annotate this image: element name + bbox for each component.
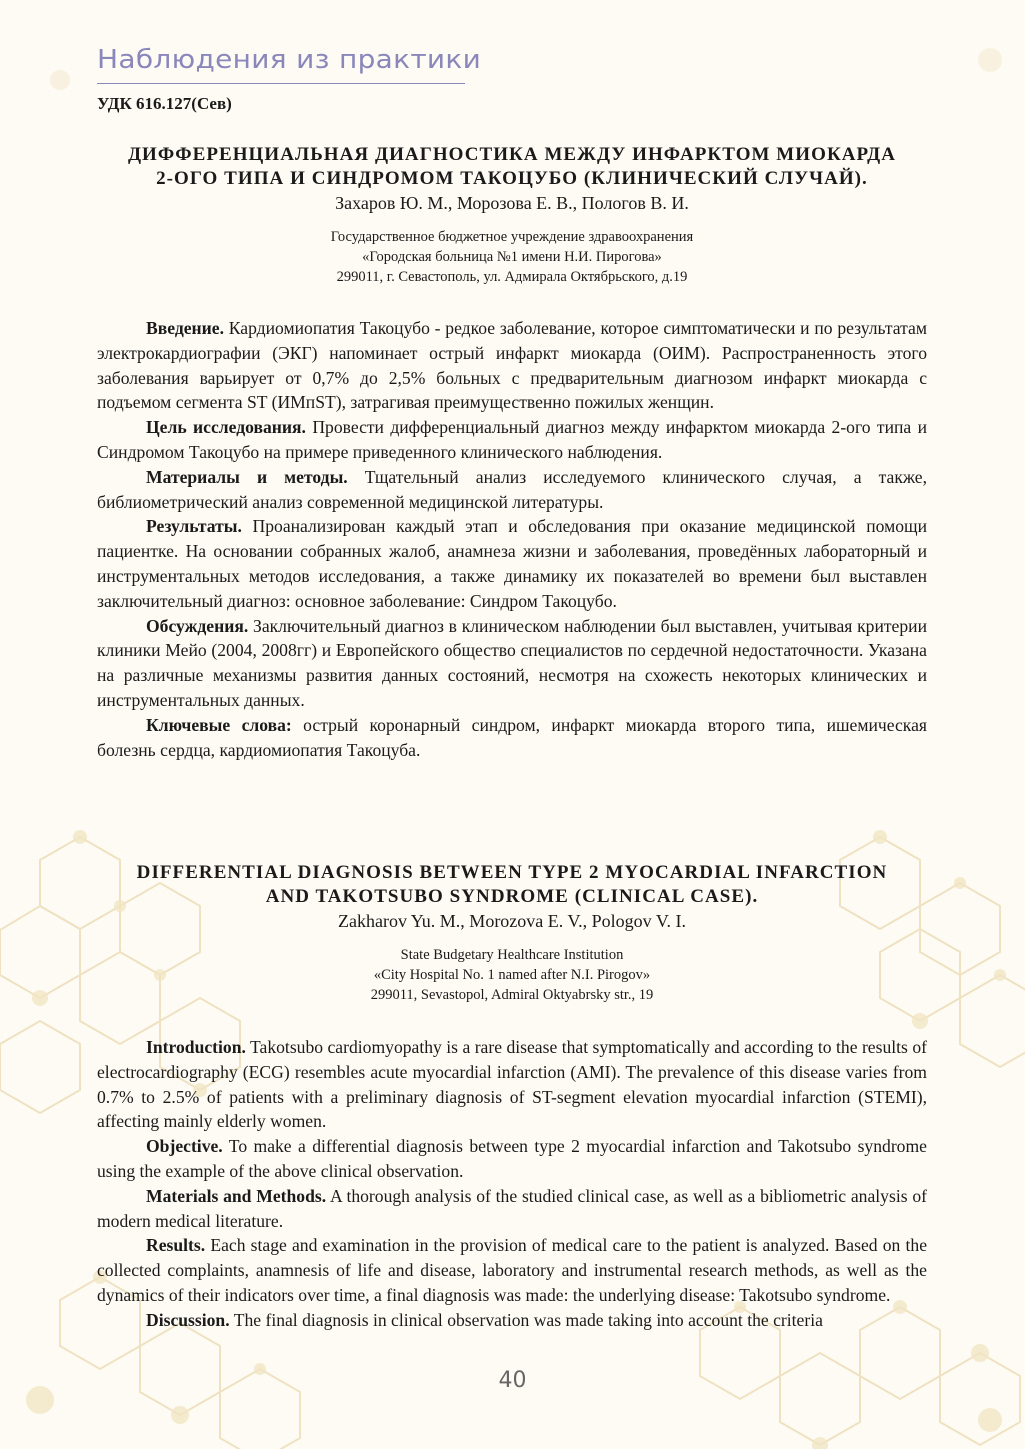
en-section-text: To make a differential diagnosis between type 2 myocardial infarction and Takotsubo syndrome using the example of the above clinical observation. [97, 1136, 927, 1181]
en-section-text: Takotsubo cardiomyopathy is a rare disease that symptomatically and according to the results of electrocardiography (ECG) resembles acute myocardial infarction (AMI). The prevalence of this disease varies from 0.7% to 2.5% of patients with a preliminary diagnosis of ST-segment elevation myocardial infarction (STEMI), affecting mainly elderly women. [97, 1037, 927, 1132]
en-title-line-2: AND TAKOTSUBO SYNDROME (CLINICAL CASE). [265, 886, 759, 907]
en-article-header [97, 861, 927, 1005]
ru-title-line-1: ДИФФЕРЕНЦИАЛЬНАЯ ДИАГНОСТИКА МЕЖДУ ИНФАРКТОМ МИОКАРДА [127, 144, 897, 165]
ru-affiliation-line: 299011, г. Севастополь, ул. Адмирала Октябрьского, д.19 [336, 269, 688, 285]
ru-results [97, 514, 927, 613]
udk-code: УДК 616.127(Сев) [97, 94, 232, 113]
ru-section-heading: Введение. [146, 318, 225, 338]
en-objective [97, 1134, 927, 1184]
en-section-text: Each stage and examination in the provision of medical care to the patient is analyzed. Based on the collected complaints, anamnesis of life and disease, laboratory and instrumental research methods, as well as the dynamics of their indicators over time, a final diagnosis was made: the underlying disease: Takotsubo syndrome. [97, 1235, 928, 1305]
ru-affiliation-line: «Городская больница №1 имени Н.И. Пирогова» [362, 249, 662, 265]
en-section-heading: Results. [146, 1235, 206, 1256]
ru-section-heading: Результаты. [146, 516, 242, 537]
ru-section-heading: Материалы и методы. [146, 466, 348, 487]
ru-section-text: Кардиомиопатия Такоцубо - редкое заболевание, которое симптоматически и по результатам электрокардиографии (ЭКГ) напоминает острый инфаркт миокарда (ОИМ). Распространенность этого заболевания варьирует от 0,7% до 2,5% больных с предварительным диагнозом инфаркт миокарда с подъемом сегмента ST (ИМпST), затрагивая преимущественно пожилых женщин. [97, 318, 927, 413]
en-section-text: A thorough analysis of the studied clinical case, as well as a bibliometric analysis of modern medical literature. [97, 1185, 927, 1231]
en-section-heading: Materials and Methods. [146, 1185, 327, 1206]
ru-section-heading: Цель исследования. [146, 417, 306, 438]
page-number: 40 [498, 1368, 527, 1393]
ru-keywords [97, 713, 927, 763]
en-title [97, 861, 927, 909]
ru-objective [97, 415, 927, 465]
en-affiliation-line: «City Hospital No. 1 named after N.I. Pirogov» [373, 967, 651, 983]
ru-discussion [97, 614, 927, 713]
ru-section-text: Тщательный анализ исследуемого клинического случая, а также, библиометрический анализ современной медицинской литературы. [97, 466, 927, 512]
ru-affiliation [97, 227, 927, 287]
header-rule [97, 83, 465, 84]
ru-title-line-2: 2-ОГО ТИПА И СИНДРОМОМ ТАКОЦУБО (КЛИНИЧЕСКИЙ СЛУЧАЙ). [156, 168, 868, 189]
en-affiliation [97, 945, 927, 1005]
en-methods [97, 1184, 927, 1234]
en-introduction [97, 1035, 927, 1134]
en-results [97, 1233, 927, 1307]
en-section-heading: Objective. [146, 1136, 223, 1157]
ru-abstract [97, 316, 927, 762]
ru-section-text: Провести дифференциальный диагноз между инфарктом миокарда 2-ого типа и Синдромом Такоцубо на примере приведенного клинического наблюдения. [97, 417, 927, 462]
en-affiliation-line: State Budgetary Healthcare Institution [400, 947, 624, 963]
en-title-line-1: DIFFERENTIAL DIAGNOSIS BETWEEN TYPE 2 MYOCARDIAL INFARCTION [136, 862, 888, 883]
en-discussion [97, 1308, 927, 1333]
ru-section-heading: Обсуждения. [146, 615, 249, 636]
section-header: Наблюдения из практики [97, 44, 482, 75]
ru-section-text: Проанализирован каждый этап и обследования при оказание медицинской помощи пациентке. На основании собранных жалоб, анамнеза жизни и заболевания, проведённых лабораторный и инструментальных методов исследования, а также динамику их показателей во времени был выставлен заключительный диагноз: основное заболевание: Синдром Такоцубо. [97, 516, 927, 611]
en-section-text: The final diagnosis in clinical observation was made taking into account the criteria [233, 1309, 823, 1330]
en-section-heading: Introduction. [146, 1037, 246, 1057]
en-section-heading: Discussion. [146, 1309, 230, 1330]
en-abstract [97, 1035, 927, 1333]
ru-section-text: острый коронарный синдром, инфаркт миокарда второго типа, ишемическая болезнь сердца, кардиомиопатия Такоцуба. [97, 714, 927, 760]
ru-section-heading: Ключевые слова: [146, 714, 292, 735]
ru-section-text: Заключительный диагноз в клиническом наблюдении был выставлен, учитывая критерии клиники Мейо (2004, 2008гг) и Европейского общество специалистов по сердечной недостаточности. Указана на различные механизмы развития данных состояний, несмотря на схожесть некоторых клинических и инструментальных данных. [97, 615, 927, 710]
en-authors: Zakharov Yu. M., Morozova E. V., Pologov V. I. [338, 911, 686, 931]
ru-introduction [97, 316, 927, 415]
ru-title [97, 143, 927, 191]
ru-methods [97, 465, 927, 515]
en-affiliation-line: 299011, Sevastopol, Admiral Oktyabrsky str., 19 [370, 987, 654, 1003]
ru-affiliation-line: Государственное бюджетное учреждение здравоохранения [330, 229, 694, 245]
ru-article-header [97, 143, 927, 287]
ru-authors: Захаров Ю. М., Морозова Е. В., Пологов В. И. [335, 193, 689, 213]
